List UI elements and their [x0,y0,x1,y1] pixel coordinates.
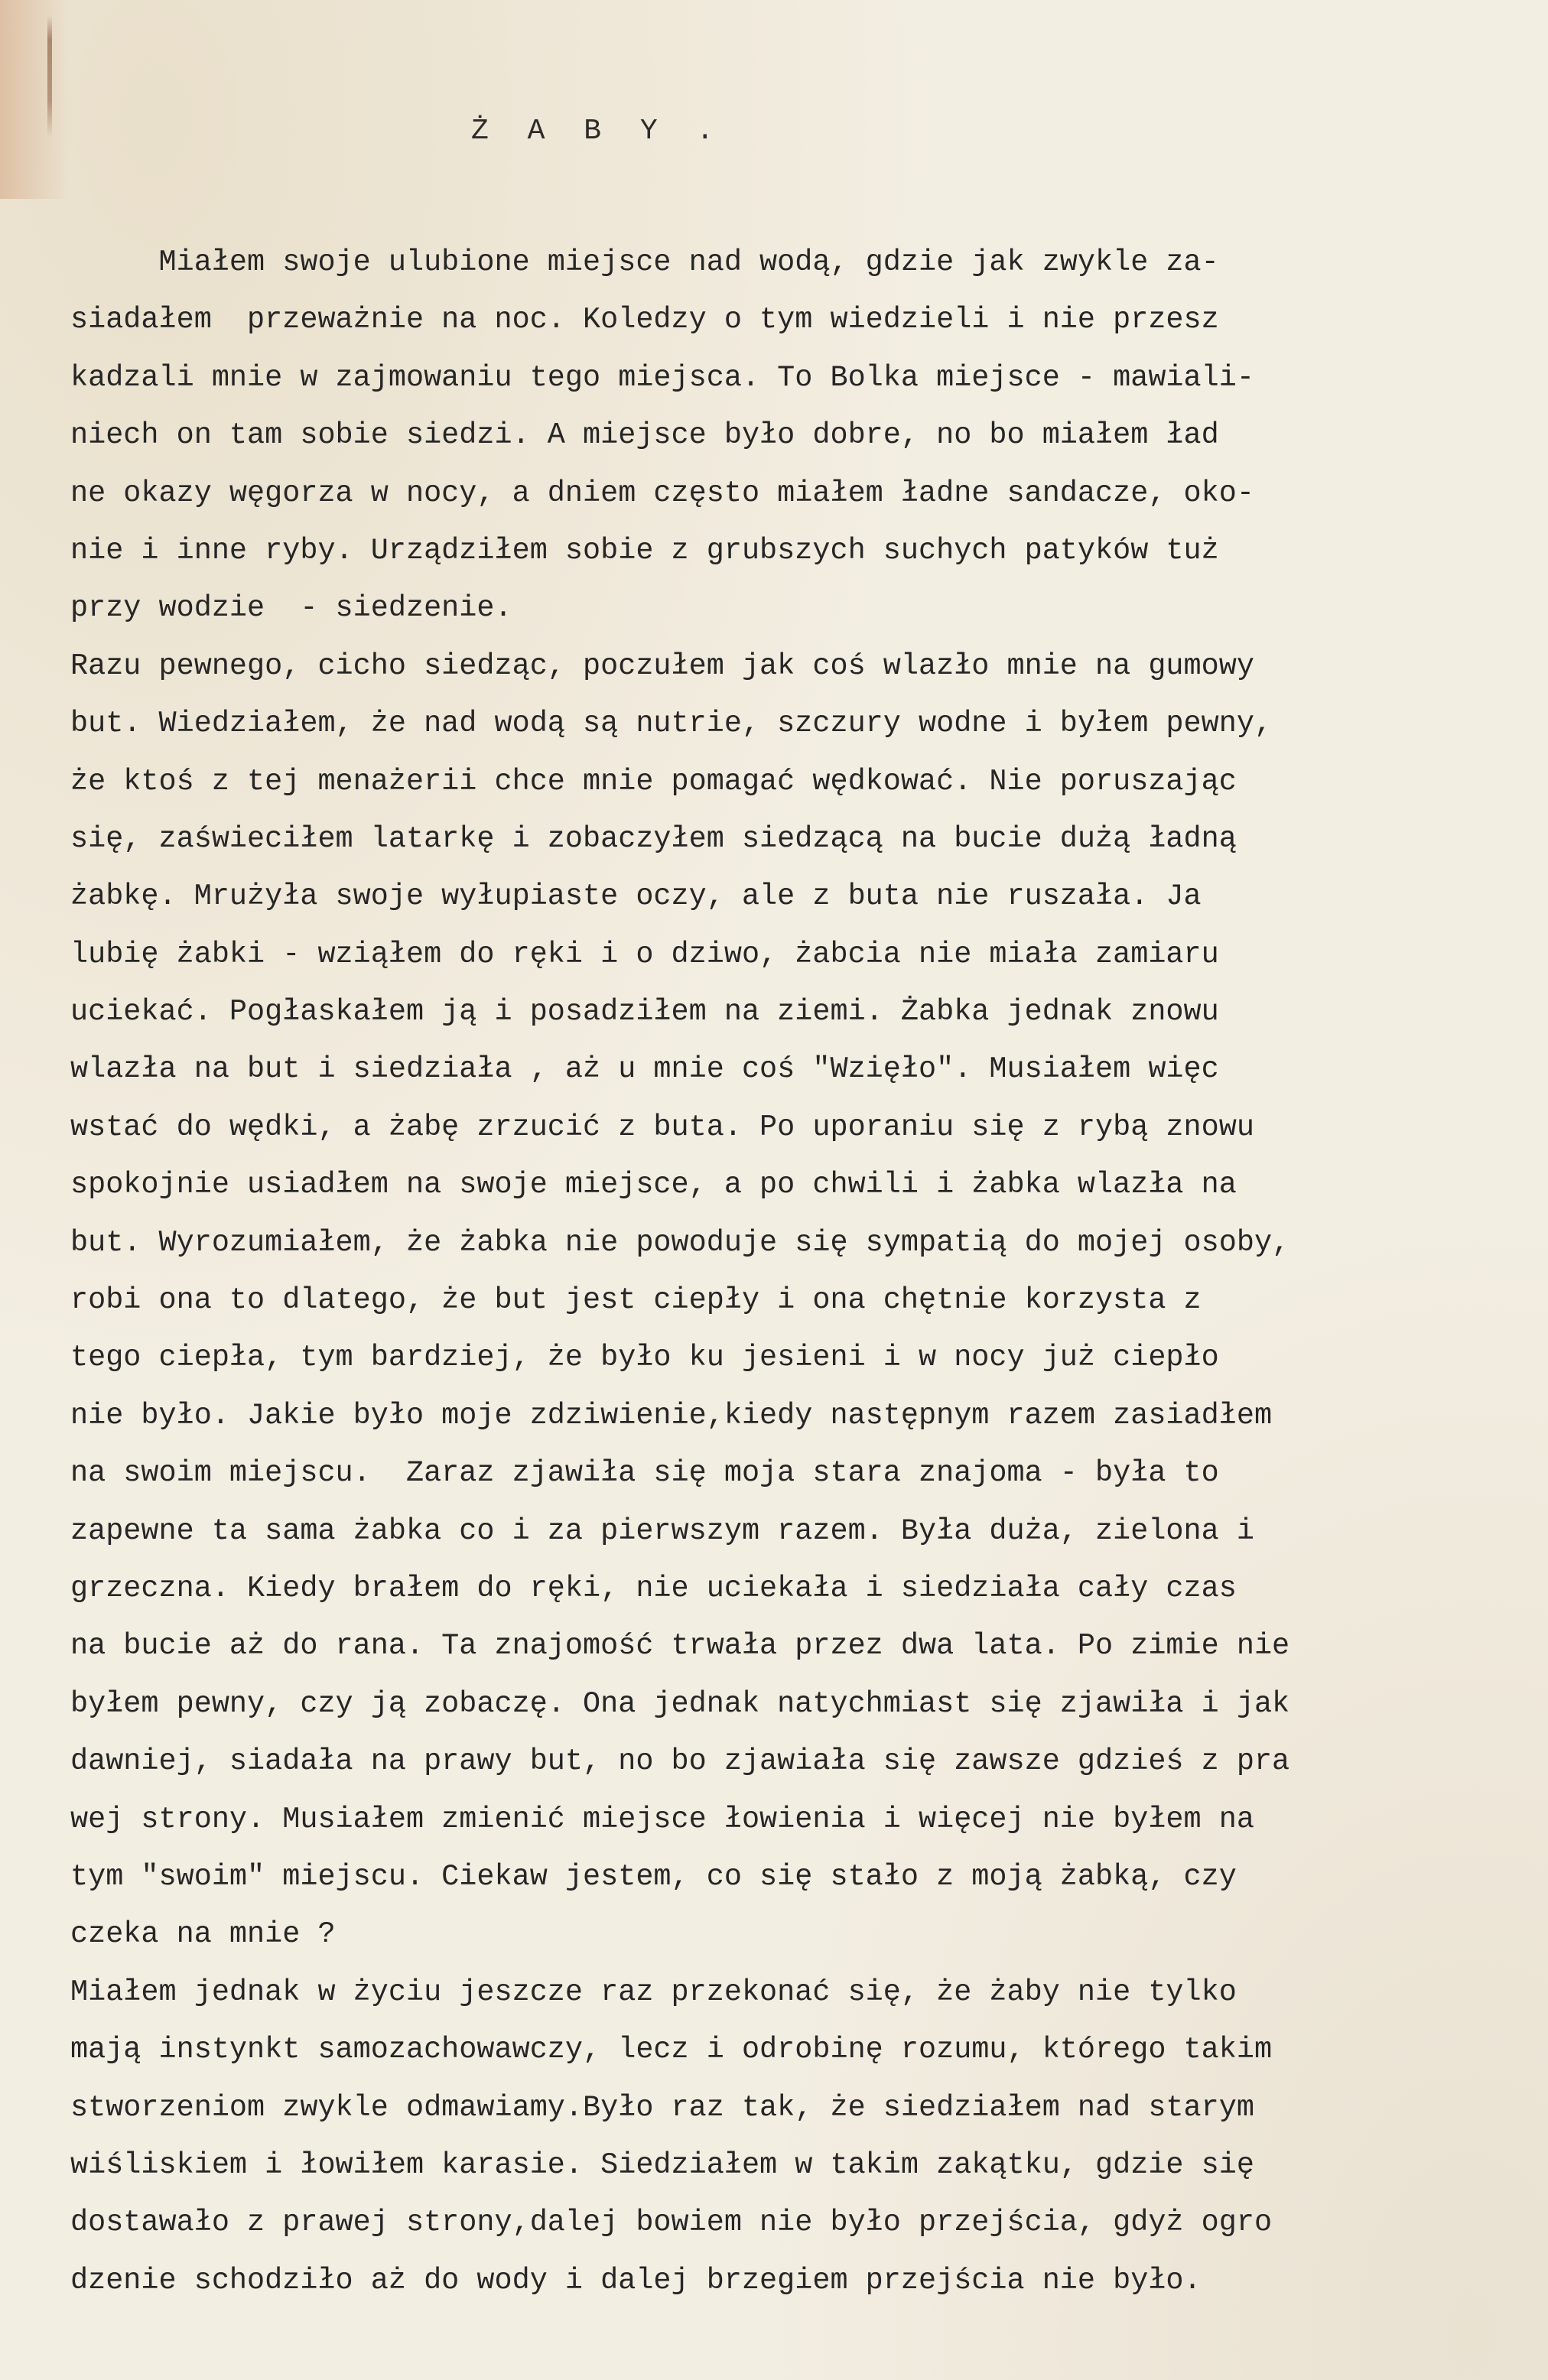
text-line: dawniej, siadała na prawy but, no bo zjawiała się zawsze gdzieś z pra [70,1744,1290,1779]
text-line: grzeczna. Kiedy brałem do ręki, nie uciekała i siedziała cały czas [70,1571,1237,1605]
text-line: uciekać. Pogłaskałem ją i posadziłem na ziemi. Żabka jednak znowu [70,995,1219,1029]
document-body [70,234,1508,2310]
text-line: żabkę. Mrużyła swoje wyłupiaste oczy, ale z buta nie ruszała. Ja [70,879,1202,914]
text-line: wiśliskiem i łowiłem karasie. Siedziałem w takim zakątku, gdzie się [70,2148,1254,2182]
text-line: się, zaświeciłem latarkę i zobaczyłem siedzącą na bucie dużą ładną [70,821,1237,856]
text-line: przy wodzie - siedzenie. [70,591,512,626]
text-line: że ktoś z tej menażerii chce mnie pomagać wędkować. Nie poruszając [70,764,1237,798]
text-line: zapewne ta sama żabka co i za pierwszym razem. Była duża, zielona i [70,1514,1254,1548]
document-title: Ż A B Y . [471,115,725,148]
text-line: mają instynkt samozachowawczy, lecz i odrobinę rozumu, którego takim [70,2033,1273,2067]
text-line: niech on tam sobie siedzi. A miejsce było dobre, no bo miałem ład [70,418,1219,453]
text-line: nie było. Jakie było moje zdziwienie,kiedy następnym razem zasiadłem [70,1398,1273,1432]
text-line: wlazła na but i siedziała , aż u mnie coś "Wzięło". Musiałem więc [70,1052,1219,1087]
text-line: but. Wiedziałem, że nad wodą są nutrie, szczury wodne i byłem pewny, [70,707,1273,741]
paper-stain [0,0,69,199]
text-line: Miałem swoje ulubione miejsce nad wodą, gdzie jak zwykle za- [70,245,1219,279]
text-line: but. Wyrozumiałem, że żabka nie powoduje się sympatią do mojej osoby, [70,1225,1290,1260]
text-line: robi ona to dlatego, że but jest ciepły i ona chętnie korzysta z [70,1283,1202,1318]
text-line: byłem pewny, czy ją zobaczę. Ona jednak natychmiast się zjawiła i jak [70,1686,1290,1721]
text-line: na swoim miejscu. Zaraz zjawiła się moja stara znajoma - była to [70,1456,1219,1491]
text-line: dostawało z prawej strony,dalej bowiem nie było przejścia, gdyż ogro [70,2206,1273,2240]
text-line: wstać do wędki, a żabę zrzucić z buta. Po uporaniu się z rybą znowu [70,1110,1254,1144]
text-line: kadzali mnie w zajmowaniu tego miejsca. To Bolka miejsce - mawiali- [70,360,1254,395]
text-line: na bucie aż do rana. Ta znajomość trwała przez dwa lata. Po zimie nie [70,1629,1290,1663]
text-line: ne okazy węgorza w nocy, a dniem często miałem ładne sandacze, oko- [70,476,1254,510]
text-line: spokojnie usiadłem na swoje miejsce, a po chwili i żabka wlazła na [70,1168,1237,1202]
text-line: nie i inne ryby. Urządziłem sobie z grubszych suchych patyków tuż [70,533,1219,567]
text-line: wej strony. Musiałem zmienić miejsce łowienia i więcej nie byłem na [70,1802,1254,1836]
text-line: stworzeniom zwykle odmawiamy.Było raz tak, że siedziałem nad starym [70,2090,1254,2125]
text-line: Razu pewnego, cicho siedząc, poczułem jak coś wlazło mnie na gumowy [70,649,1254,683]
text-line: tym "swoim" miejscu. Ciekaw jestem, co się stało z moją żabką, czy [70,1859,1237,1894]
text-line: siadałem przeważnie na noc. Koledzy o tym wiedzieli i nie przesz [70,303,1219,337]
text-line: tego ciepła, tym bardziej, że było ku jesieni i w nocy już ciepło [70,1341,1219,1375]
text-line: czeka na mnie ? [70,1917,336,1952]
text-line: lubię żabki - wziąłem do ręki i o dziwo, żabcia nie miała zamiaru [70,937,1219,971]
binding-mark [47,15,52,138]
text-line: Miałem jednak w życiu jeszcze raz przekonać się, że żaby nie tylko [70,1975,1237,2009]
text-line: dzenie schodziło aż do wody i dalej brzegiem przejścia nie było. [70,2263,1202,2297]
